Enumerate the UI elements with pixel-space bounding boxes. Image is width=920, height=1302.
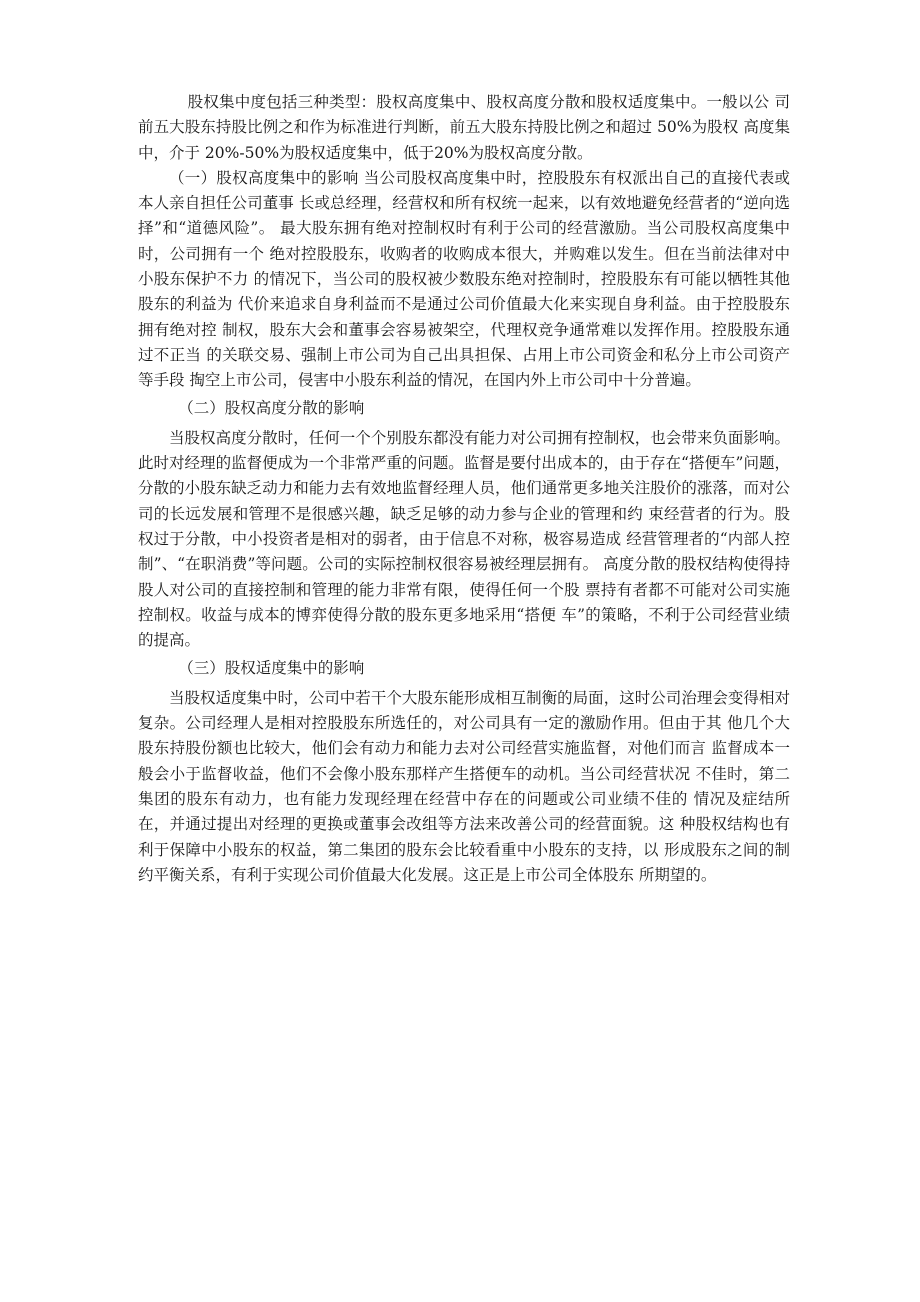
section-3-heading: （三）股权适度集中的影响 (178, 658, 365, 677)
section-2-heading: （二）股权高度分散的影响 (178, 398, 365, 417)
section-1-paragraph: （一）股权高度集中的影响 当公司股权高度集中时，控股股东有权派出自己的直接代表或本人亲自担任公司董事 长或总经理，经营权和所有权统一起来，以有效地避免经营者的“逆向选择”和“道德风险”。 最大股东拥有绝对控制权时有利于公司的经营激励。当公司股权高度集中时，公司拥有一个 绝对控股股东，收购者的收购成本很大，并购难以发生。但在当前法律对中小股东保护不力 的情况下，当公司的股权被少数股东绝对控制时，控股股东有可能以牺牲其他股东的利益为 代价来追求自身利益而不是通过公司价值最大化来实现自身利益。由于控股股东拥有绝对控 制权，股东大会和董事会容易被架空，代理权竞争通常难以发挥作用。控股股东通过不正当 的关联交易、强制上市公司为自己出具担保、占用上市公司资金和私分上市公司资产等手段 掏空上市公司，侵害中小股东利益的情况，在国内外上市公司中十分普遍。 (138, 168, 790, 390)
intro-paragraph: 股权集中度包括三种类型：股权高度集中、股权高度分散和股权适度集中。一般以公 司前五大股东持股比例之和作为标准进行判断，前五大股东持股比例之和超过 50%为股权 高度集中，介于 20%-50%为股权适度集中，低于20%为股权高度分散。 (138, 93, 790, 162)
section-2-paragraph: 当股权高度分散时，任何一个个别股东都没有能力对公司拥有控制权，也会带来负面影响。此时对经理的监督便成为一个非常严重的问题。监督是要付出成本的，由于存在“搭便车”问题，分散的小股东缺乏动力和能力去有效地监督经理人员，他们通常更多地关注股价的涨落，而对公司的长远发展和管理不是很感兴趣，缺乏足够的动力参与企业的管理和约 束经营者的行为。股权过于分散，中小投资者是相对的弱者，由于信息不对称，极容易造成 经营管理者的“内部人控制”、“在职消费”等问题。公司的实际控制权很容易被经理层拥有。 高度分散的股权结构使得持股人对公司的直接控制和管理的能力非常有限，使得任何一个股 票持有者都不可能对公司实施控制权。收益与成本的博弈使得分散的股东更多地采用“搭便 车”的策略，不利于公司经营业绩的提高。 (138, 428, 790, 650)
document-body (138, 90, 790, 888)
section-3-paragraph: 当股权适度集中时，公司中若干个大股东能形成相互制衡的局面，这时公司治理会变得相对复杂。公司经理人是相对控股股东所选任的，对公司具有一定的激励作用。但由于其 他几个大股东持股份额也比较大，他们会有动力和能力去对公司经营实施监督，对他们而言 监督成本一般会小于监督收益，他们不会像小股东那样产生搭便车的动机。当公司经营状况 不佳时，第二集团的股东有动力，也有能力发现经理在经营中存在的问题或公司业绩不佳的 情况及症结所在，并通过提出对经理的更换或董事会改组等方法来改善公司的经营面貌。这 种股权结构也有利于保障中小股东的权益，第二集团的股东会比较看重中小股东的支持，以 形成股东之间的制约平衡关系，有利于实现公司价值最大化发展。这正是上市公司全体股东 所期望的。 (138, 688, 790, 884)
